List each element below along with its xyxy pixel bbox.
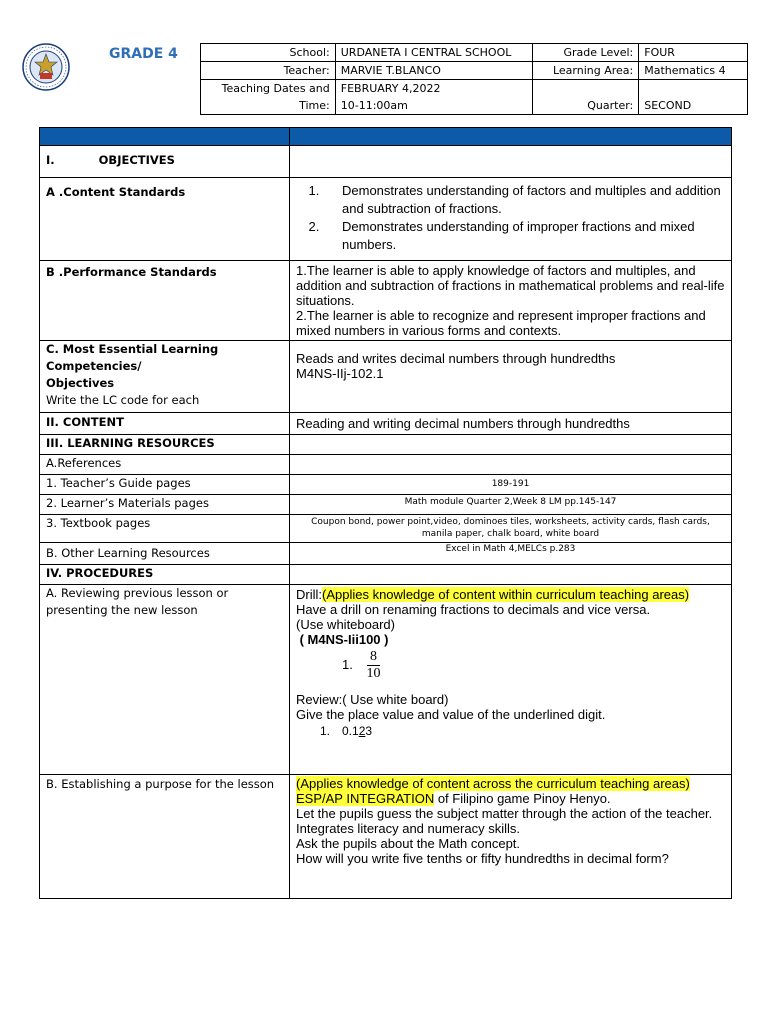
content-row [40, 413, 732, 435]
objectives-label: OBJECTIVES [98, 153, 175, 167]
melc-objectives-label: Objectives [46, 376, 115, 390]
b-line-4: How will you write five tenths or fifty hundredths in decimal form? [296, 851, 669, 866]
fraction [366, 649, 380, 682]
melc-text: Reads and writes decimal numbers through hundredths [296, 351, 616, 366]
review-text: Give the place value and value of the underlined digit. [296, 707, 606, 722]
objectives-number: I. [46, 153, 55, 167]
grade-level-label: Grade Level: [533, 44, 639, 62]
learners-materials-row [40, 495, 732, 515]
time-value: 10-11:00am [335, 97, 533, 115]
content-standard-item: 1. Demonstrates understanding of factors and multiples and addition and subtraction of fractions. [323, 182, 725, 218]
melc-label: C. Most Essential Learning Competencies/ [46, 342, 219, 373]
quarter-value: SECOND [639, 97, 748, 115]
fraction-numerator: 8 [367, 649, 380, 666]
b-highlight: (Applies knowledge of content across the curriculum teaching areas) [296, 776, 690, 791]
procedure-b-row [40, 775, 732, 899]
date-value: FEBRUARY 4,2022 [335, 80, 533, 98]
other-resources-value: Excel in Math 4,MELCs p.283 [290, 543, 732, 565]
performance-standard-2: 2.The learner is able to recognize and represent improper fractions and mixed numbers in various forms and contexts. [296, 308, 706, 338]
procedures-row [40, 565, 732, 585]
learners-materials-value: Math module Quarter 2,Week 8 LM pp.145-147 [290, 495, 732, 515]
procedure-a-label: A. Reviewing previous lesson or presenting the new lesson [40, 585, 290, 775]
learning-resources-label: III. LEARNING RESOURCES [40, 435, 290, 455]
integration-rest: of Filipino game Pinoy Henyo. [434, 791, 611, 806]
grade-level-value: FOUR [639, 44, 748, 62]
learning-area-value: Mathematics 4 [639, 62, 748, 80]
deped-seal-logo [22, 43, 70, 91]
references-label: A.References [40, 455, 290, 475]
textbook-row [40, 515, 732, 543]
teachers-guide-value: 189-191 [290, 475, 732, 495]
drill-prefix: Drill: [296, 587, 322, 602]
lesson-plan-table [39, 127, 732, 899]
melc-row [40, 341, 732, 413]
other-resources-label: B. Other Learning Resources [40, 543, 290, 565]
drill-text: Have a drill on renaming fractions to decimals and vice versa. [296, 602, 651, 617]
other-resources-row [40, 543, 732, 565]
b-line-3: Ask the pupils about the Math concept. [296, 836, 521, 851]
performance-standards-row [40, 261, 732, 341]
quarter-label: Quarter: [533, 97, 639, 115]
textbook-value: Coupon bond, power point,video, dominoes tiles, worksheets, activity cards, flash cards, manila paper, chalk board, white board [290, 515, 732, 543]
fraction-denominator: 10 [366, 666, 381, 681]
procedure-b-label: B. Establishing a purpose for the lesson [40, 775, 290, 899]
references-row [40, 455, 732, 475]
drill-code: ( M4NS-Iii100 ) [296, 632, 389, 647]
content-text: Reading and writing decimal numbers through hundredths [290, 413, 732, 435]
content-standards-label: A .Content Standards [40, 178, 290, 261]
review-value-start: 0.1 [342, 724, 359, 738]
teacher-label: Teacher: [201, 62, 336, 80]
procedure-a-row [40, 585, 732, 775]
teacher-value: MARVIE T.BLANCO [335, 62, 533, 80]
content-label: II. CONTENT [40, 413, 290, 435]
fraction-item-number: 1. [342, 656, 353, 672]
header-band [40, 128, 732, 146]
teachers-guide-label: 1. Teacher’s Guide pages [40, 475, 290, 495]
b-line-1: Let the pupils guess the subject matter through the action of the teacher. [296, 806, 713, 821]
teachers-guide-row [40, 475, 732, 495]
review-value-underlined: 2 [358, 724, 366, 738]
procedures-label: IV. PROCEDURES [40, 565, 290, 585]
drill-fraction-item [296, 649, 725, 682]
integration-line [296, 791, 725, 806]
performance-standard-1: 1.The learner is able to apply knowledge of factors and multiples, and addition and subtraction of fractions in mathematical problems and real-life situations. [296, 263, 725, 308]
drill-highlight: (Applies knowledge of content within curriculum teaching areas) [322, 587, 690, 602]
objectives-row [40, 146, 732, 178]
content-standards-row [40, 178, 732, 261]
header-info-table [200, 43, 748, 115]
grade-title: GRADE 4 [109, 46, 178, 62]
drill-line [296, 587, 725, 602]
performance-standards-label: B .Performance Standards [40, 261, 290, 341]
textbook-label: 3. Textbook pages [40, 515, 290, 543]
review-label: Review:( Use white board) [296, 692, 449, 707]
melc-instruction: Write the LC code for each [46, 393, 200, 407]
review-value-end: 3 [365, 724, 373, 738]
learning-area-label: Learning Area: [533, 62, 639, 80]
school-label: School: [201, 44, 336, 62]
melc-code: M4NS-IIj-102.1 [296, 366, 384, 381]
integration-highlight: ESP/AP INTEGRATION [296, 791, 435, 806]
review-item-number: 1. [320, 724, 331, 738]
time-label: Time: [201, 97, 336, 115]
school-value: URDANETA I CENTRAL SCHOOL [335, 44, 533, 62]
review-item [296, 724, 725, 739]
learners-materials-label: 2. Learner’s Materials pages [40, 495, 290, 515]
b-line-2: Integrates literacy and numeracy skills. [296, 821, 520, 836]
whiteboard-note: (Use whiteboard) [296, 617, 395, 632]
learning-resources-row [40, 435, 732, 455]
dates-label: Teaching Dates and [201, 80, 336, 98]
content-standard-item: 2. Demonstrates understanding of improper fractions and mixed numbers. [323, 218, 725, 254]
